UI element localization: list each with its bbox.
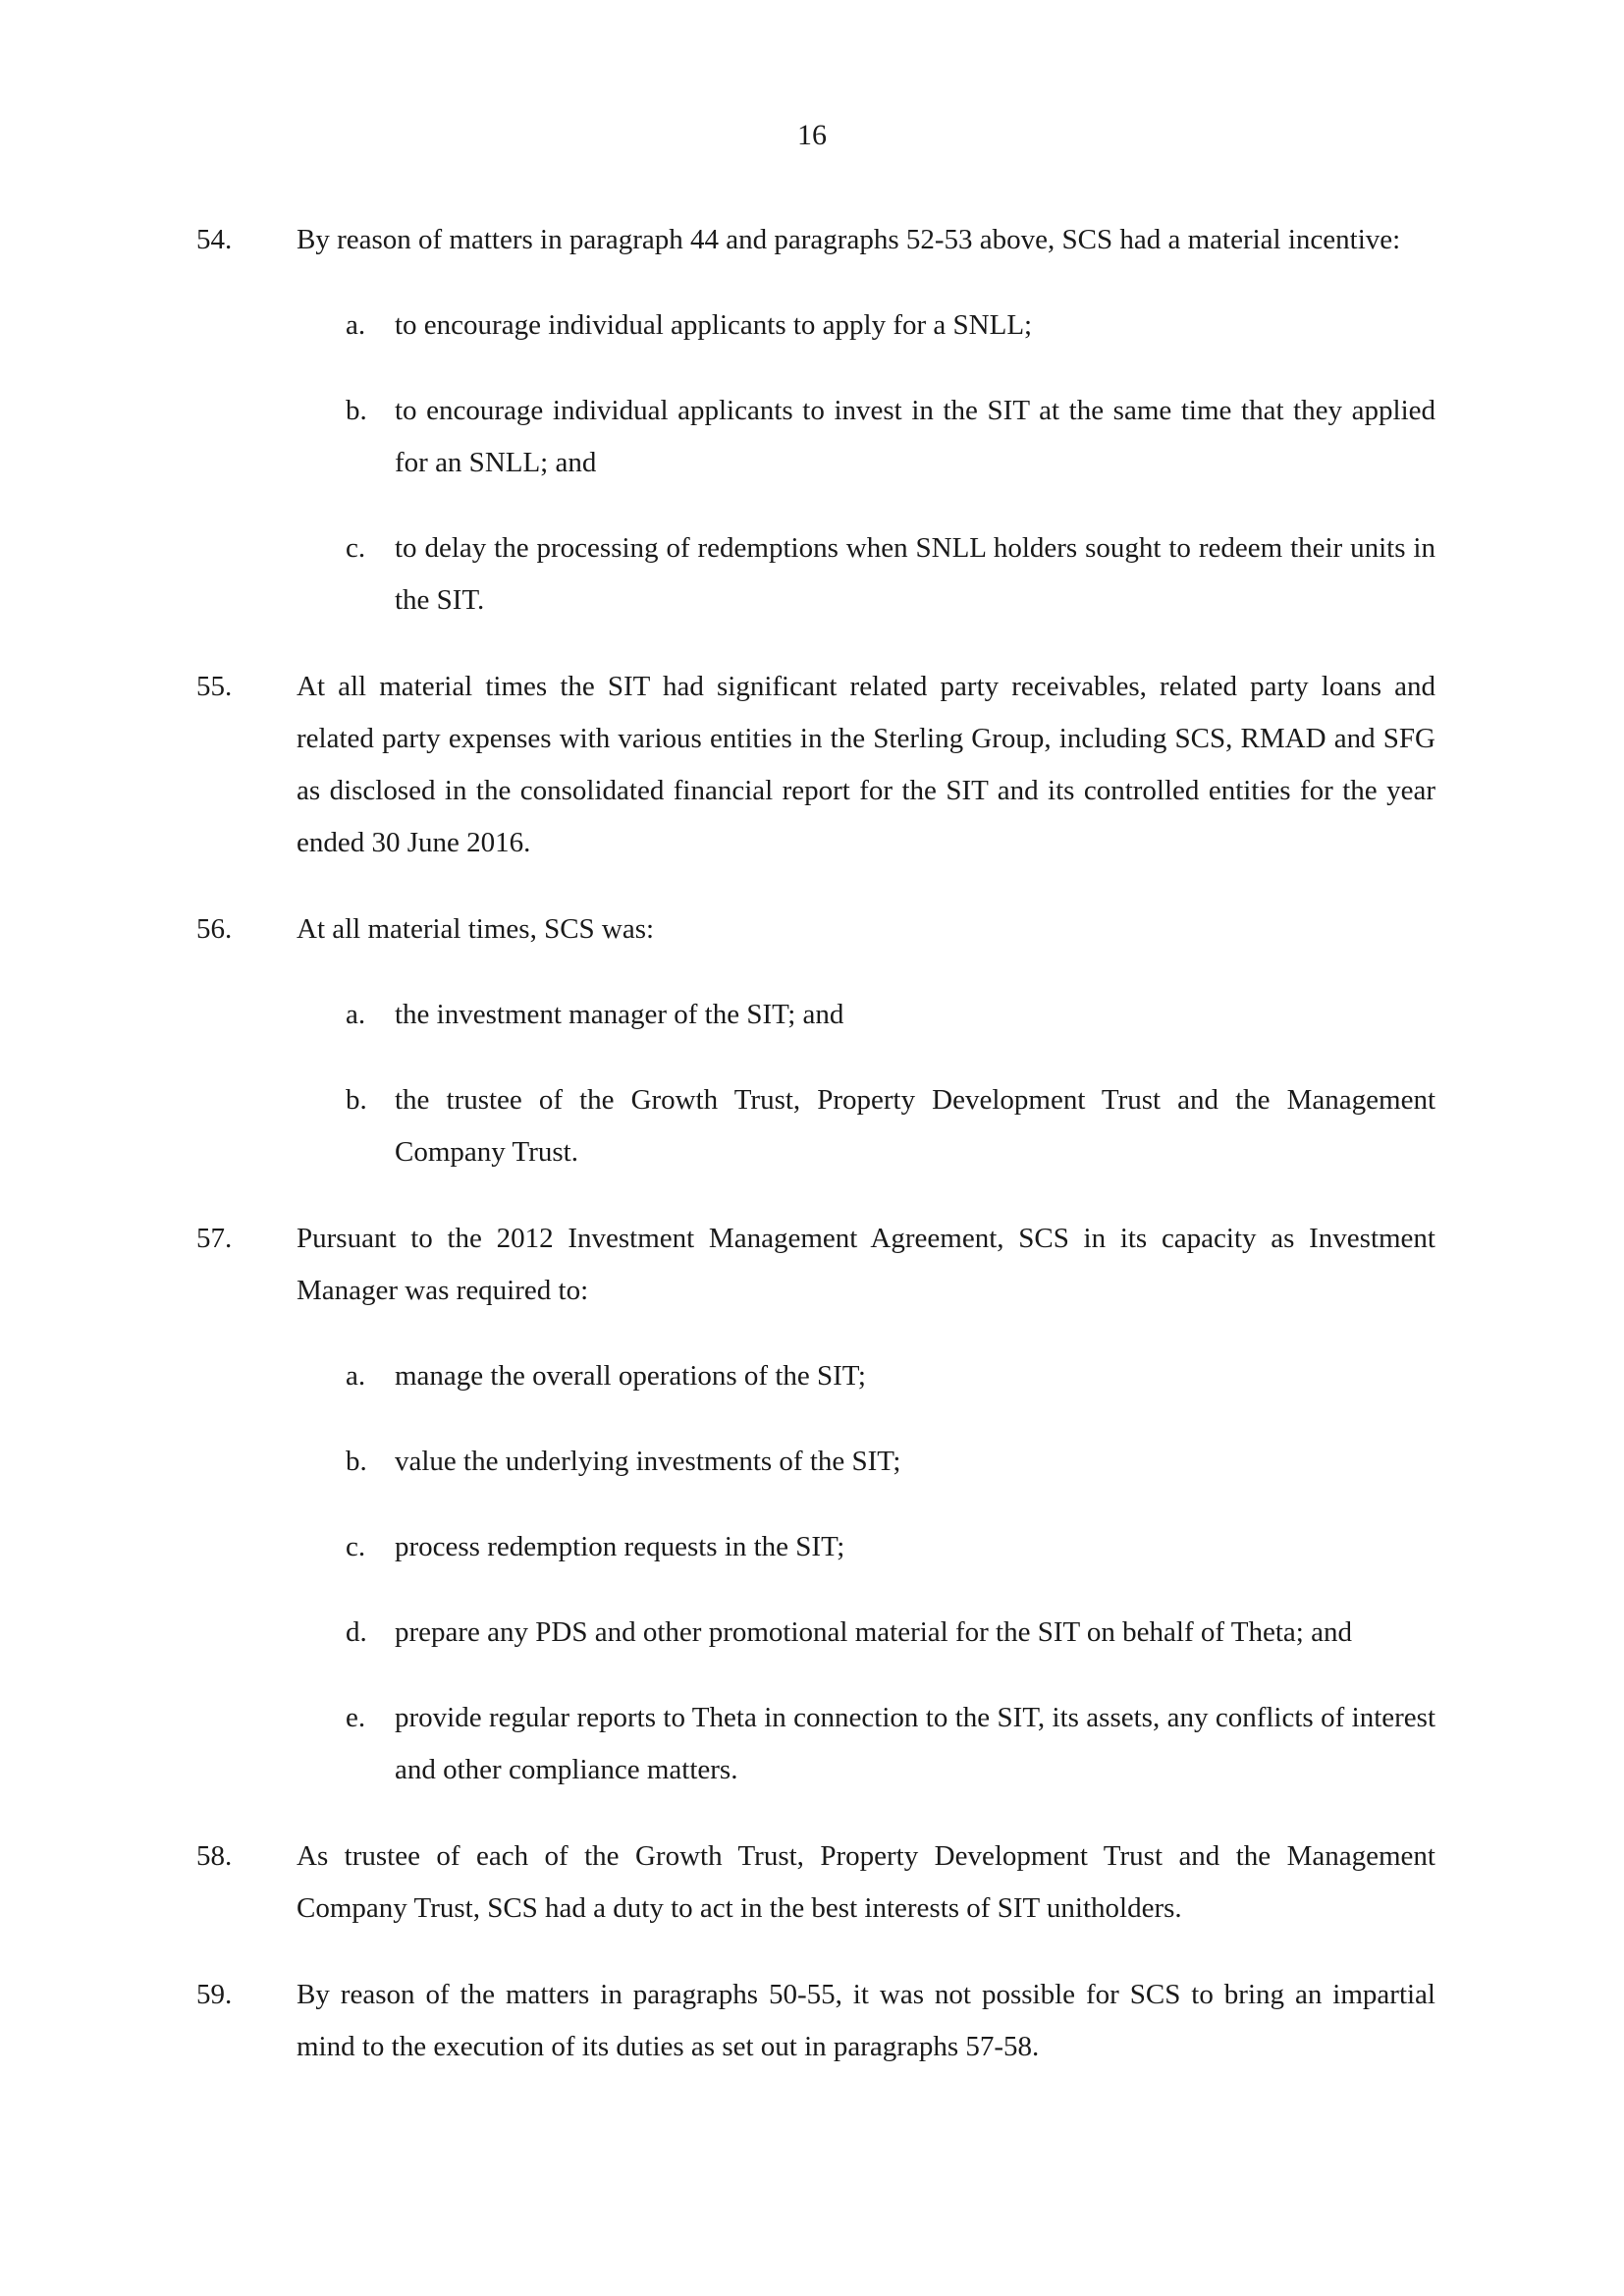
subparagraph-list xyxy=(297,1350,1435,1796)
paragraph-number: 56. xyxy=(196,913,233,945)
subparagraph-text: to delay the processing of redemptions when SNLL holders sought to redeem their units in the SIT. xyxy=(395,532,1435,616)
paragraph-number: 59. xyxy=(196,1979,233,2010)
paragraph-number: 58. xyxy=(196,1840,233,1872)
subparagraph-54c xyxy=(297,522,1435,627)
subparagraph-text: value the underlying investments of the SIT; xyxy=(395,1446,901,1477)
paragraph-text: By reason of matters in paragraph 44 and paragraphs 52-53 above, SCS had a material incentive: xyxy=(297,224,1401,255)
paragraph-54 xyxy=(196,214,1435,627)
subparagraph-text: prepare any PDS and other promotional material for the SIT on behalf of Theta; and xyxy=(395,1616,1352,1648)
paragraph-number: 55. xyxy=(196,671,233,702)
subparagraph-text: the investment manager of the SIT; and xyxy=(395,999,844,1030)
paragraph-57 xyxy=(196,1213,1435,1796)
subparagraph-letter: a. xyxy=(346,999,366,1030)
subparagraph-list xyxy=(297,989,1435,1178)
subparagraph-text: manage the overall operations of the SIT; xyxy=(395,1360,866,1392)
paragraph-text: Pursuant to the 2012 Investment Management Agreement, SCS in its capacity as Investment Manager was required to: xyxy=(297,1223,1435,1306)
subparagraph-text: to encourage individual applicants to apply for a SNLL; xyxy=(395,309,1033,341)
subparagraph-54b xyxy=(297,385,1435,489)
document-body xyxy=(196,214,1435,2107)
subparagraph-54a xyxy=(297,300,1435,352)
subparagraph-letter: e. xyxy=(346,1702,366,1733)
paragraph-text: At all material times, SCS was: xyxy=(297,913,655,945)
subparagraph-text: to encourage individual applicants to invest in the SIT at the same time that they applied for an SNLL; and xyxy=(395,395,1435,478)
subparagraph-56a xyxy=(297,989,1435,1041)
paragraph-number: 54. xyxy=(196,224,233,255)
paragraph-59 xyxy=(196,1969,1435,2073)
subparagraph-57e xyxy=(297,1692,1435,1796)
subparagraph-text: the trustee of the Growth Trust, Property Development Trust and the Management Company Trust. xyxy=(395,1084,1435,1168)
subparagraph-letter: b. xyxy=(346,1446,367,1477)
subparagraph-letter: b. xyxy=(346,395,367,426)
subparagraph-text: process redemption requests in the SIT; xyxy=(395,1531,845,1562)
paragraph-number: 57. xyxy=(196,1223,233,1254)
paragraph-56 xyxy=(196,903,1435,1178)
paragraph-58 xyxy=(196,1831,1435,1935)
subparagraph-letter: c. xyxy=(346,532,366,564)
subparagraph-letter: c. xyxy=(346,1531,366,1562)
subparagraph-57b xyxy=(297,1436,1435,1488)
subparagraph-57d xyxy=(297,1607,1435,1659)
paragraph-text: As trustee of each of the Growth Trust, Property Development Trust and the Management Company Trust, SCS had a duty to act in the best interests of SIT unitholders. xyxy=(297,1840,1435,1924)
subparagraph-list xyxy=(297,300,1435,627)
paragraph-55 xyxy=(196,661,1435,869)
paragraph-text: At all material times the SIT had significant related party receivables, related party loans and related party expenses with various entities in the Sterling Group, including SCS, RMAD and SFG as disclosed in the consolidated financial report for the SIT and its controlled entities for the year ended 30 June 2016. xyxy=(297,671,1435,858)
page-number: 16 xyxy=(797,119,827,151)
paragraph-text: By reason of the matters in paragraphs 50-55, it was not possible for SCS to bring an impartial mind to the execution of its duties as set out in paragraphs 57-58. xyxy=(297,1979,1435,2062)
subparagraph-letter: b. xyxy=(346,1084,367,1116)
subparagraph-letter: a. xyxy=(346,1360,366,1392)
subparagraph-57a xyxy=(297,1350,1435,1402)
subparagraph-letter: d. xyxy=(346,1616,367,1648)
subparagraph-text: provide regular reports to Theta in connection to the SIT, its assets, any conflicts of interest and other compliance matters. xyxy=(395,1702,1435,1785)
subparagraph-57c xyxy=(297,1521,1435,1573)
subparagraph-56b xyxy=(297,1074,1435,1178)
subparagraph-letter: a. xyxy=(346,309,366,341)
